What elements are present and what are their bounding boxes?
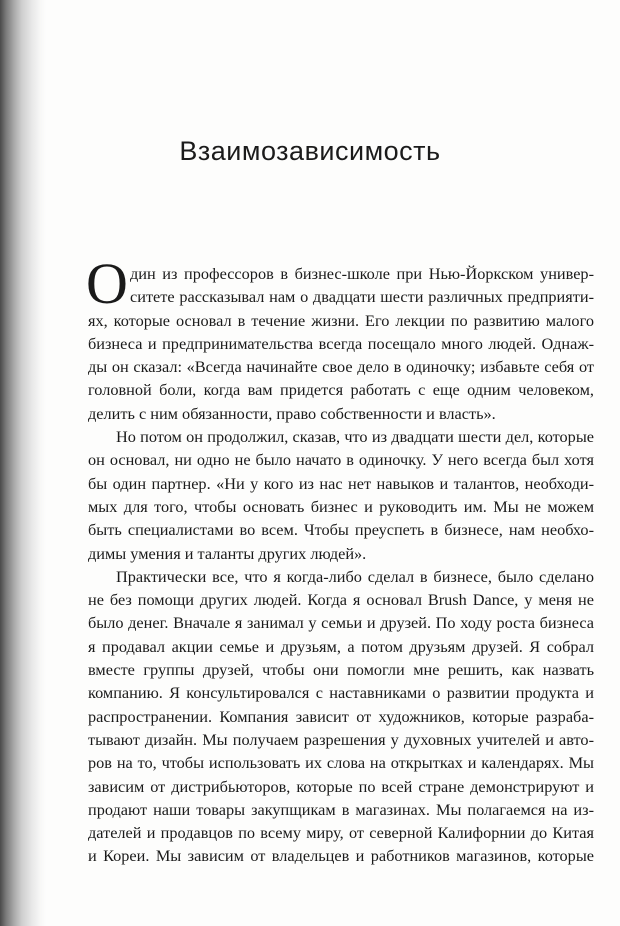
text-line: делить с ним обязанности, право собственности и власть». [88, 403, 496, 423]
text-line: я продавал акции семье и друзьям, а потом друзьям друзей. Я собрал [88, 636, 594, 656]
text-line: компанию. Я консультировался с наставниками о развитии продукта и [88, 683, 594, 703]
chapter-title: Взаимозависимость [179, 136, 441, 166]
text-line: Но потом он продолжил, сказав, что из двадцати шести дел, которые [116, 427, 594, 447]
text-line: вместе группы друзей, чтобы они помогли мне решить, как назвать [88, 660, 594, 680]
text-line: и Кореи. Мы зависим от владельцев и работников магазинов, которые [88, 846, 594, 866]
drop-cap: О [86, 251, 128, 316]
text-line: не без помощи других людей. Когда я основал Brush Dance, у меня не [88, 590, 594, 610]
text-line: ров на то, чтобы использовать их слова на открытках и календарях. Мы [88, 753, 594, 773]
text-line: бизнеса и предпринимательства всегда посещало много людей. Однаж- [88, 333, 594, 353]
text-line: дин из профессоров в бизнес-школе при Нью-Йоркском универ- [130, 264, 594, 283]
text-line: головной боли, когда вам придется работать с еще одним человеком, [88, 380, 594, 400]
body-text [86, 251, 594, 868]
text-line: Практически все, что я когда-либо сделал в бизнесе, было сделано [116, 566, 594, 586]
text-line: ситете рассказывал нам о двадцати шести различных предприяти- [130, 287, 594, 307]
text-line: бы один партнер. «Ни у кого из нас нет навыков и талантов, необходи- [88, 473, 594, 493]
text-line: мых для того, чтобы основать бизнес и руководить им. Мы не можем [88, 496, 594, 516]
text-line: продают наши товары закупщикам в магазинах. Мы полагаемся на из- [88, 799, 594, 819]
text-line: димы умения и таланты других людей». [88, 543, 367, 563]
text-line: он основал, ни одно не было начато в одиночку. У него всегда был хотя [88, 450, 594, 470]
text-line: ды он сказал: «Всегда начинайте свое дело в одиночку; избавьте себя от [88, 357, 594, 377]
text-line: ях, которые основал в течение жизни. Его лекции по развитию малого [88, 310, 594, 330]
text-line: было денег. Вначале я занимал у семьи и друзей. По ходу роста бизнеса [88, 613, 594, 633]
text-line: дателей и продавцов по всему миру, от северной Калифорнии до Китая [88, 823, 594, 843]
text-line: тывают дизайн. Мы получаем разрешения у духовных учителей и авто- [88, 729, 594, 749]
text-line: быть специалистами во всем. Чтобы преуспеть в бизнесе, нам необхо- [88, 520, 594, 540]
text-line: зависим от дистрибьюторов, которые по всей стране демонстрируют и [88, 776, 594, 796]
text-line: распространении. Компания зависит от художников, которые разраба- [88, 706, 594, 726]
